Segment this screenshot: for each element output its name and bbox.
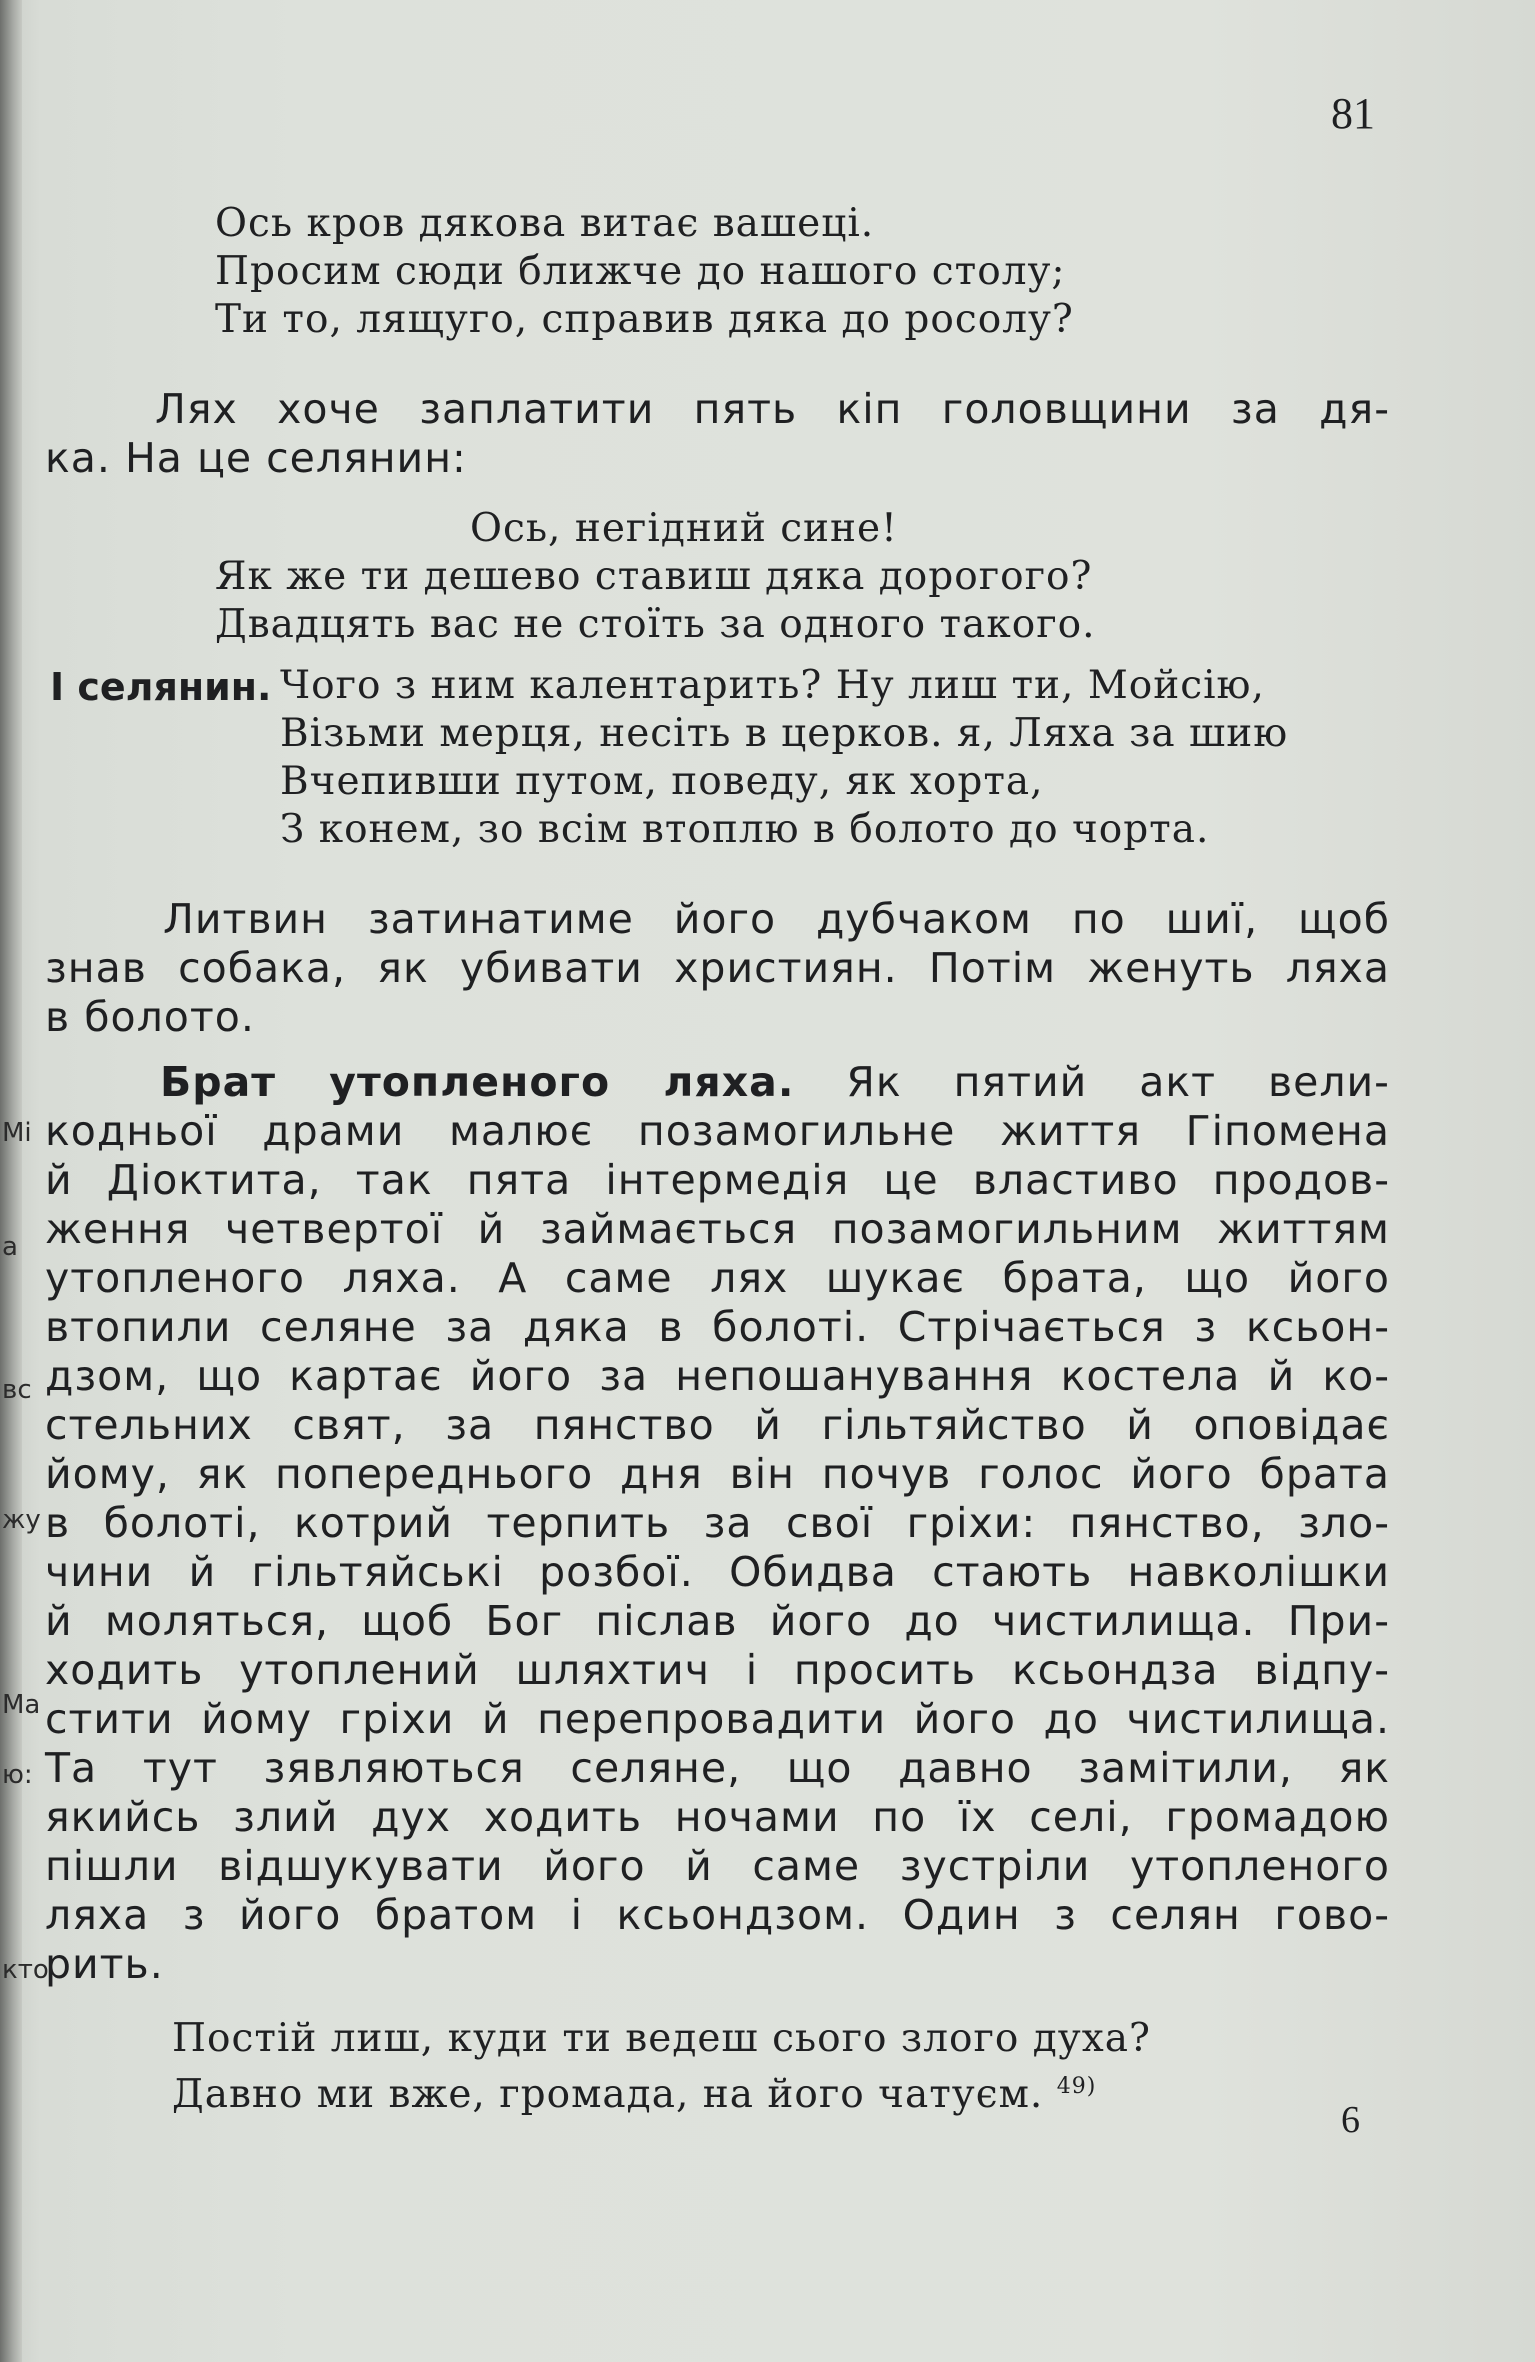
paragraph-3 [45,1058,1390,1989]
gutter-mark: Мі [2,1118,32,1148]
text-line: пішли відшукувати його й саме зустріли утопленого [45,1842,1390,1890]
verse-block-1 [215,200,1074,344]
verse-line: Давно ми вже, громада, на його чатуєм. $^{49)}$ [172,2072,1097,2117]
text-line: стельних свят, за пянство й гільтяйство й оповідає [45,1401,1390,1449]
text-line: ляха з його братом і ксьондзом. Один з селян гово- [45,1891,1390,1939]
text-line: Брат утопленого ляха. Як пятий акт вели- [160,1058,1390,1106]
section-heading: Брат утопленого ляха. [160,1058,795,1106]
text-line: ження четвертої й займається позамогильним життям [45,1205,1390,1253]
gutter-mark: кто [2,1955,49,1985]
text-line: дзом, що картає його за непошанування костела й ко- [45,1352,1390,1400]
gutter-mark: ю: [2,1760,33,1790]
text-line: чини й гільтяйські розбої. Обидва стають навколішки [45,1548,1390,1596]
text-line: рить. [45,1940,164,1988]
text-line: й Діоктита, так пята інтермедія це властиво продов- [45,1156,1390,1204]
text-line: кодньої драми малює позамогильне життя Гіпомена [45,1107,1390,1155]
footer-page-number: 6 [1341,2099,1360,2141]
speaker-label: І селянин. [50,665,272,709]
verse-line: З конем, зо всім втоплю в болото до чорта. [280,807,1210,852]
text-line: стити йому гріхи й перепровадити його до чистилища. [45,1695,1390,1743]
gutter-mark: жу [2,1505,41,1535]
verse-line: Як же ти дешево ставиш дяка дорогого? [215,554,1093,599]
footnote-ref: 49) [1056,2074,1097,2099]
verse-block-3 [280,662,1288,854]
text-line: якийсь злий дух ходить ночами по їх селі, громадою [45,1793,1390,1841]
page-number: 81 [1331,89,1375,138]
paragraph-1 [45,385,1390,483]
paragraph-2 [45,895,1390,1042]
text-line: в болото. [45,993,255,1041]
verse-line: Чого з ним калентарить? Ну лиш ти, Мойсію, [280,663,1265,708]
text-line: втопили селяне за дяка в болоті. Стрічається з ксьон- [45,1303,1390,1351]
text-line: в болоті, котрий терпить за свої гріхи: пянство, зло- [45,1499,1390,1547]
gutter-mark: а [2,1232,18,1262]
verse-line: Ось, негідний сине! [470,506,898,551]
gutter-mark: вс [2,1375,32,1405]
text-line: Литвин затинатиме його дубчаком по шиї, щоб [163,895,1390,943]
text-line: Та тут зявляються селяне, що давно замітили, як [45,1744,1390,1792]
verse-line: Візьми мерця, несіть в церков. я, Ляха за шию [280,711,1289,756]
verse-line: Ти то, лящуго, справив дяка до росолу? [215,297,1074,342]
text-line: йому, як попереднього дня він почув голос його брата [45,1450,1390,1498]
verse-line: Вчепивши путом, поведу, як хорта, [280,759,1044,804]
book-spine [0,0,22,2362]
text-line: знав собака, як убивати християн. Потім женуть ляха [45,944,1390,992]
verse-line: Двадцять вас не стоїть за одного такого. [215,602,1096,647]
verse-line: Просим сюди ближче до нашого столу; [215,249,1066,294]
text-line: ходить утоплений шляхтич і просить ксьондза відпу- [45,1646,1390,1694]
text-line: утопленого ляха. А саме лях шукає брата, що його [45,1254,1390,1302]
text-line: ка. На це селянин: [45,434,467,482]
text-line: Лях хоче заплатити пять кіп головщини за дя- [155,385,1390,433]
verse-block-2 [215,505,1096,649]
text-line: й моляться, щоб Бог післав його до чистилища. При- [45,1597,1390,1645]
verse-line: Ось кров дякова витає вашеці. [215,201,875,246]
verse-line: Постій лиш, куди ти ведеш сього злого духа? [172,2016,1151,2061]
gutter-mark: Ма [2,1690,41,1720]
verse-block-4 [172,2015,1151,2117]
